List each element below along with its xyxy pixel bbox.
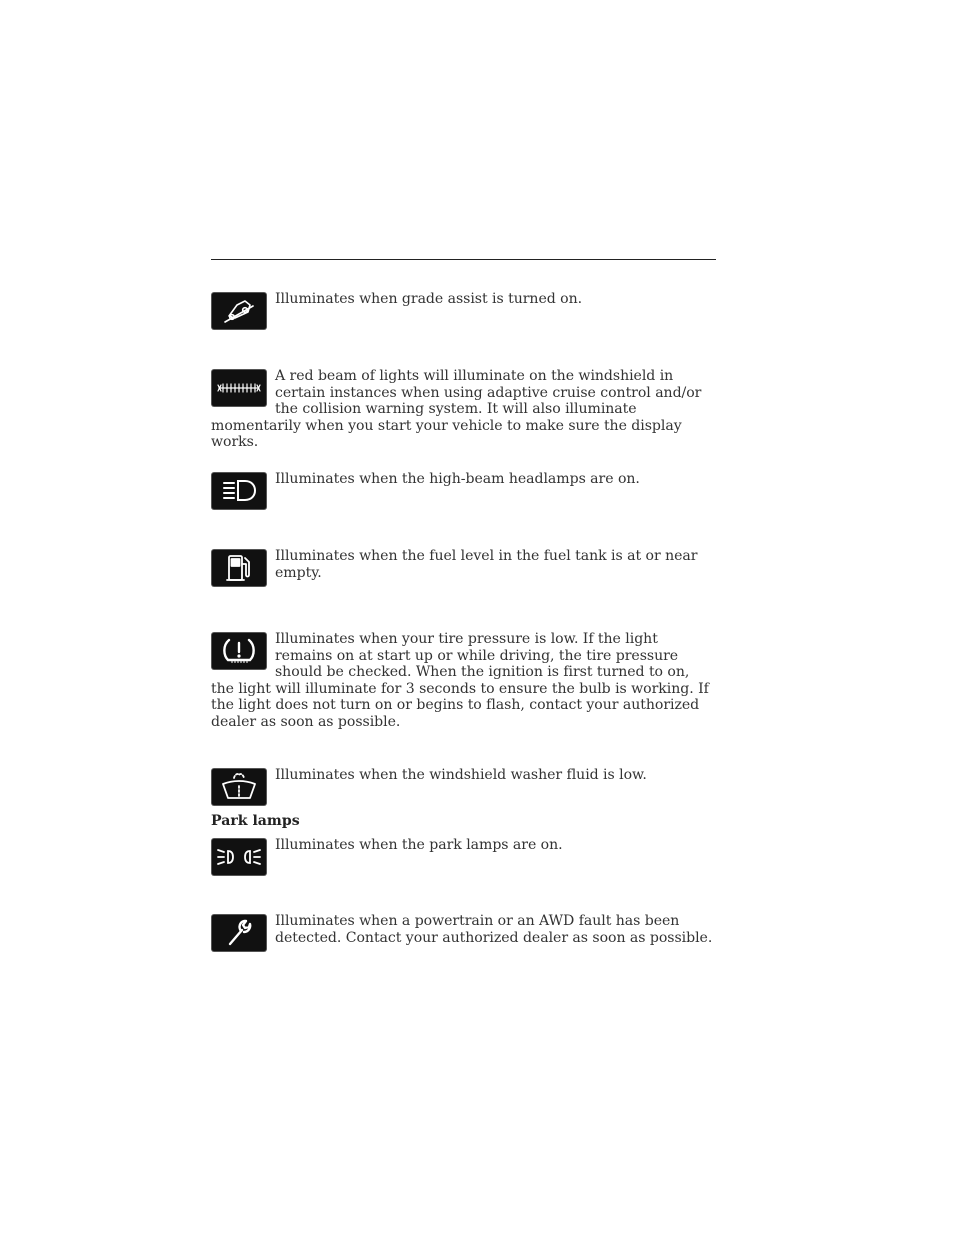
indicator-description: Illuminates when your tire pressure is low. If the light remains on at start up or while driving, the tire pressure should be checked. When the ignition is first turned to on, the light will illuminate for 3 seconds to ensure the bulb is working. If the light does not turn on or begins to flash, contact your authorized dealer as soon as possible. (211, 631, 709, 730)
powertrain-fault-icon (212, 915, 266, 951)
indicator-high-beam (211, 471, 716, 509)
park-lamps-heading: Park lamps (211, 813, 300, 829)
tire-pressure-icon (212, 633, 266, 669)
indicator-description: Illuminates when the high-beam headlamps are on. (275, 471, 640, 487)
indicator-description: Illuminates when a powertrain or an AWD fault has been detected. Contact your authorized dealer as soon as possible. (275, 913, 713, 946)
low-fuel-icon (212, 550, 266, 586)
indicator-park-lamps (211, 837, 716, 875)
indicator-description: Illuminates when the park lamps are on. (275, 837, 563, 853)
indicator-powertrain-fault (211, 913, 716, 951)
indicator-collision-warning (211, 368, 716, 451)
indicator-description: A red beam of lights will illuminate on the windshield in certain instances when using adaptive cruise control and/or the collision warning system. It will also illuminate momentarily when you start your vehicle to make sure the display works. (211, 368, 702, 450)
indicator-tire-pressure (211, 631, 716, 730)
washer-fluid-icon (212, 769, 266, 805)
grade-assist-icon (212, 293, 266, 329)
indicator-washer-fluid (211, 767, 716, 805)
park-lamps-icon (212, 839, 266, 875)
indicator-low-fuel (211, 548, 716, 586)
indicator-description: Illuminates when grade assist is turned on. (275, 291, 583, 307)
indicator-grade-assist (211, 291, 716, 329)
indicator-description: Illuminates when the fuel level in the fuel tank is at or near empty. (275, 548, 698, 581)
high-beam-icon (212, 473, 266, 509)
indicator-description: Illuminates when the windshield washer fluid is low. (275, 767, 647, 783)
header-rule (211, 259, 716, 260)
collision-warning-icon (212, 370, 266, 406)
